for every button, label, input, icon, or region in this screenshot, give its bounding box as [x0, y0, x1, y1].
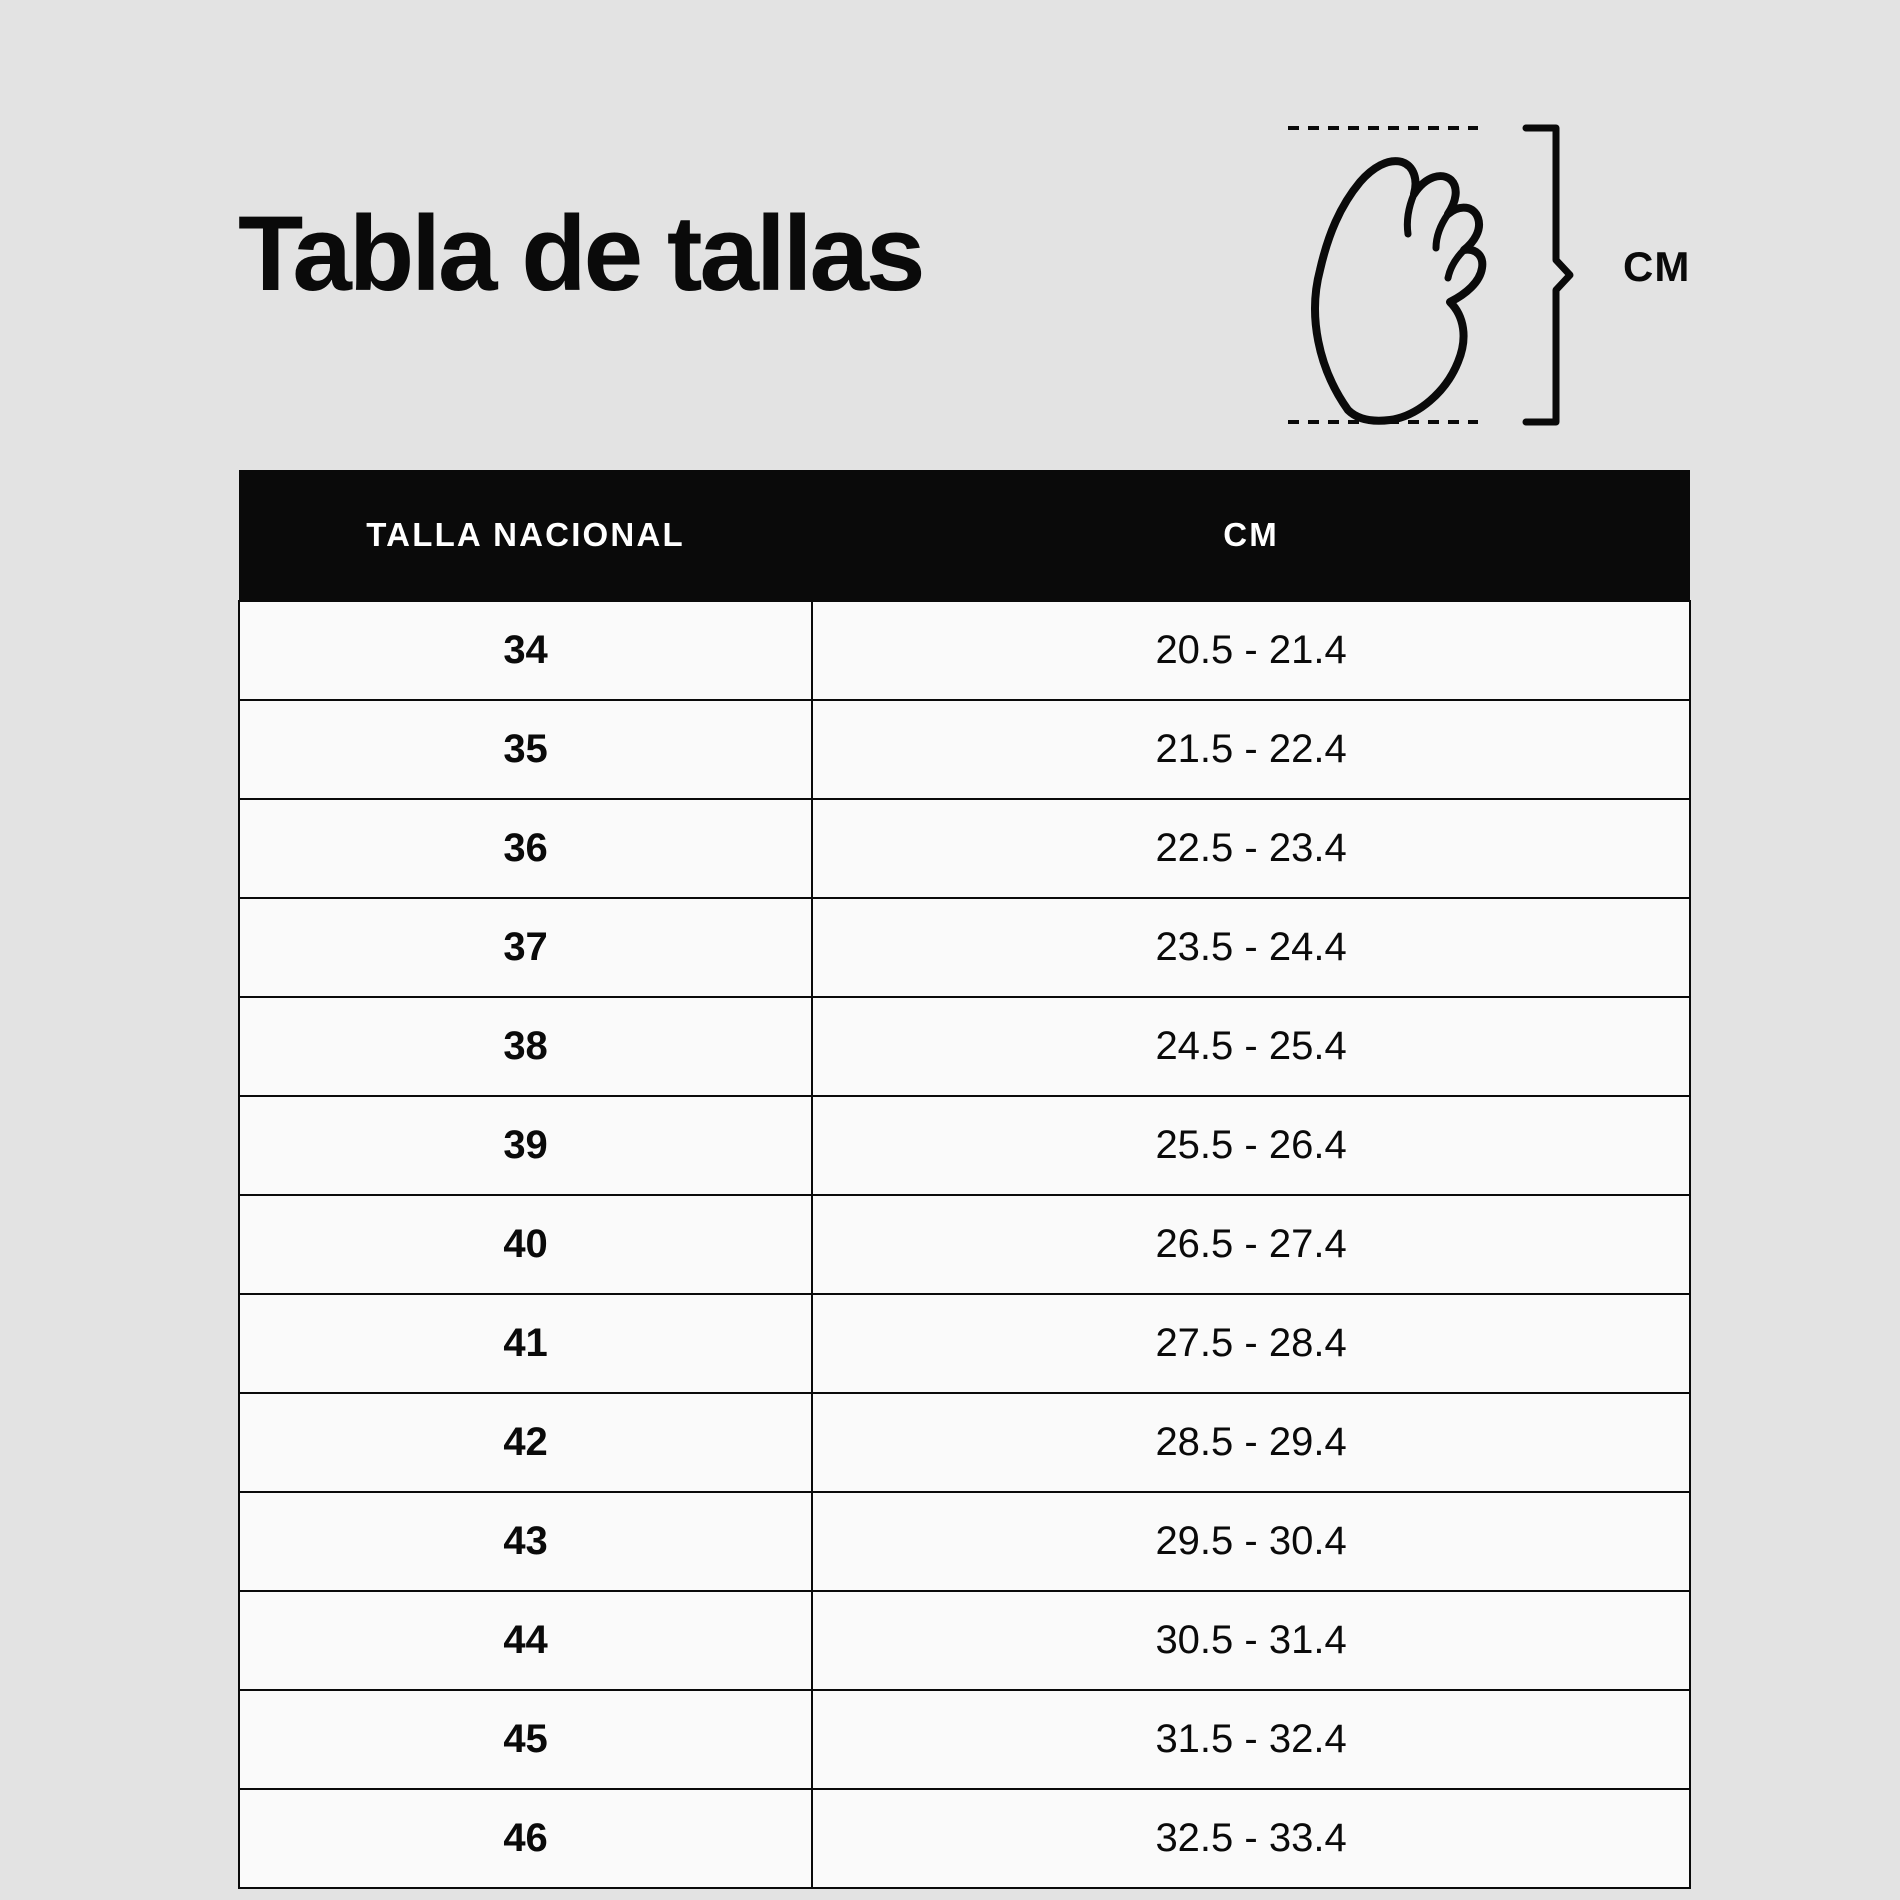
- cell-cm: 20.5 - 21.4: [812, 601, 1690, 700]
- table-row: [239, 1492, 1690, 1591]
- table-row: [239, 1294, 1690, 1393]
- cm-measure-label: CM: [1623, 243, 1691, 290]
- table-row: [239, 799, 1690, 898]
- cell-size: 42: [239, 1393, 812, 1492]
- cell-cm: 26.5 - 27.4: [812, 1195, 1690, 1294]
- table-row: [239, 1195, 1690, 1294]
- cell-size: 38: [239, 997, 812, 1096]
- column-header-cm: CM: [812, 470, 1690, 601]
- cell-cm: 28.5 - 29.4: [812, 1393, 1690, 1492]
- page-title: Tabla de tallas: [238, 193, 923, 313]
- table-row: [239, 601, 1690, 700]
- table-row: [239, 1096, 1690, 1195]
- table-body: [239, 601, 1690, 1888]
- size-table: [238, 470, 1691, 1889]
- cell-size: 34: [239, 601, 812, 700]
- cell-cm: 24.5 - 25.4: [812, 997, 1690, 1096]
- table-row: [239, 1690, 1690, 1789]
- cell-size: 36: [239, 799, 812, 898]
- cell-cm: 23.5 - 24.4: [812, 898, 1690, 997]
- cell-size: 45: [239, 1690, 812, 1789]
- table-row: [239, 1591, 1690, 1690]
- column-header-talla-nacional: TALLA NACIONAL: [239, 470, 812, 601]
- size-table-container: [238, 470, 1691, 1889]
- cell-size: 41: [239, 1294, 812, 1393]
- cell-cm: 32.5 - 33.4: [812, 1789, 1690, 1888]
- table-header: [239, 470, 1690, 601]
- table-header-row: [239, 470, 1690, 601]
- cell-cm: 29.5 - 30.4: [812, 1492, 1690, 1591]
- cell-size: 44: [239, 1591, 812, 1690]
- cell-size: 37: [239, 898, 812, 997]
- table-row: [239, 1789, 1690, 1888]
- table-row: [239, 997, 1690, 1096]
- cell-cm: 27.5 - 28.4: [812, 1294, 1690, 1393]
- cell-size: 43: [239, 1492, 812, 1591]
- cell-cm: 31.5 - 32.4: [812, 1690, 1690, 1789]
- foot-measure-diagram: [1278, 110, 1698, 440]
- table-row: [239, 898, 1690, 997]
- cell-size: 35: [239, 700, 812, 799]
- cell-cm: 30.5 - 31.4: [812, 1591, 1690, 1690]
- cell-cm: 25.5 - 26.4: [812, 1096, 1690, 1195]
- table-row: [239, 1393, 1690, 1492]
- page-header: [238, 190, 1691, 480]
- cell-cm: 22.5 - 23.4: [812, 799, 1690, 898]
- cell-size: 40: [239, 1195, 812, 1294]
- cell-size: 39: [239, 1096, 812, 1195]
- cell-size: 46: [239, 1789, 812, 1888]
- cell-cm: 21.5 - 22.4: [812, 700, 1690, 799]
- table-row: [239, 700, 1690, 799]
